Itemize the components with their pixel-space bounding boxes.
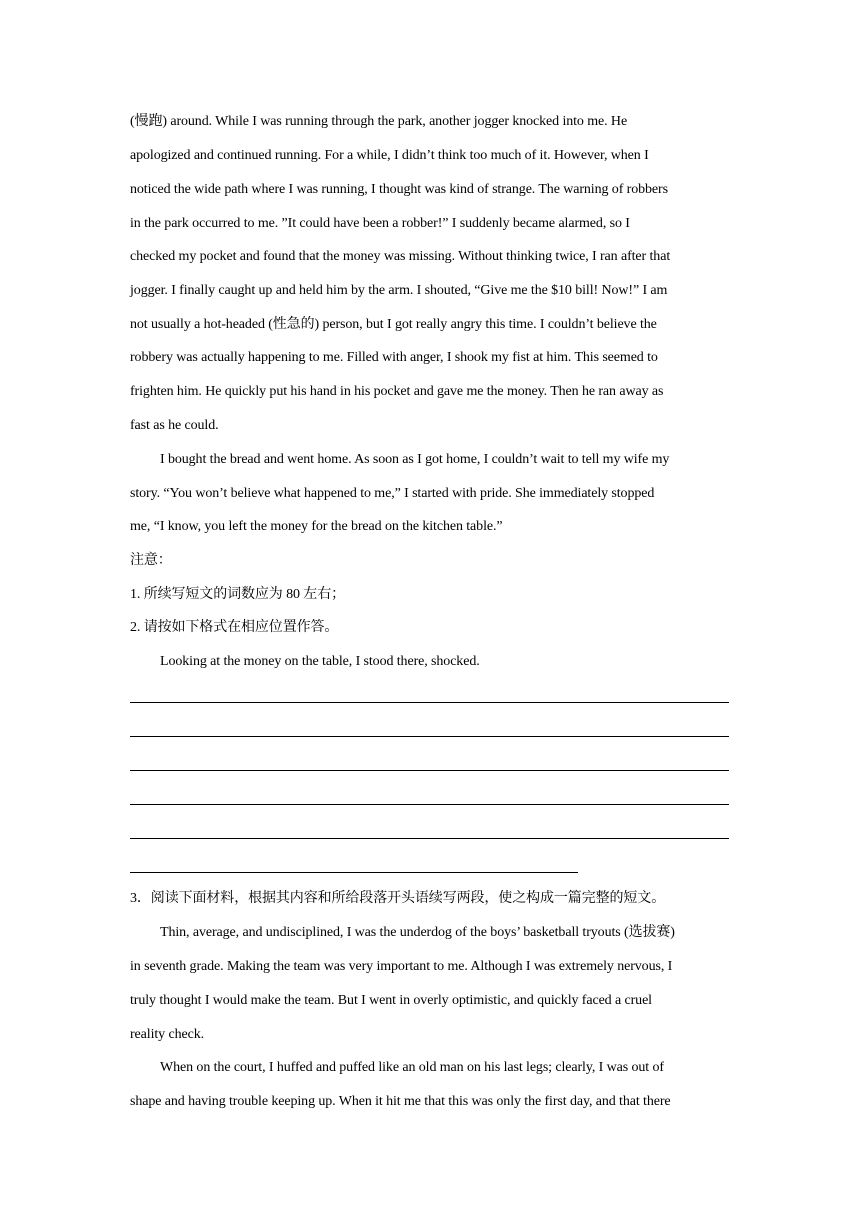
answer-line[interactable] — [130, 702, 729, 703]
story-line: noticed the wide path where I was running, I thought was kind of strange. The warning of robbers — [130, 182, 668, 197]
notes-heading: 注意： — [130, 553, 172, 568]
story-line: jogger. I finally caught up and held him by the arm. I shouted, “Give me the $10 bill! Now!” I am — [130, 283, 668, 298]
story-line: (慢跑) around. While I was running through the park, another jogger knocked into me. He — [130, 114, 628, 129]
notes-item: 1. 所续写短文的词数应为 80 左右； — [130, 587, 345, 602]
passage-line: in seventh grade. Making the team was very important to me. Although I was extremely nervous, I — [130, 959, 673, 974]
passage-line: shape and having trouble keeping up. When it hit me that this was only the first day, and that there — [130, 1094, 671, 1109]
story-line: robbery was actually happening to me. Filled with anger, I shook my fist at him. This seemed to — [130, 350, 658, 365]
story-line: frighten him. He quickly put his hand in his pocket and gave me the money. Then he ran away as — [130, 384, 664, 399]
answer-line[interactable] — [130, 804, 729, 805]
story-line: story. “You won’t believe what happened to me,” I started with pride. She immediately stopped — [130, 486, 655, 501]
story-line: I bought the bread and went home. As soon as I got home, I couldn’t wait to tell my wife my — [160, 452, 670, 467]
notes-item: 2. 请按如下格式在相应位置作答。 — [130, 620, 339, 635]
answer-line[interactable] — [130, 770, 729, 771]
story-line: not usually a hot-headed (性急的) person, but I got really angry this time. I couldn’t believe the — [130, 317, 657, 332]
story-line: me, “I know, you left the money for the bread on the kitchen table.” — [130, 519, 503, 534]
continuation-prompt: Looking at the money on the table, I stood there, shocked. — [160, 654, 480, 669]
story-line: apologized and continued running. For a while, I didn’t think too much of it. However, when I — [130, 148, 649, 163]
answer-line[interactable] — [130, 736, 729, 737]
answer-line[interactable] — [130, 872, 578, 873]
story-line: checked my pocket and found that the money was missing. Without thinking twice, I ran after that — [130, 249, 671, 264]
passage-line: reality check. — [130, 1027, 205, 1042]
question-3-instruction: 3．阅读下面材料，根据其内容和所给段落开头语续写两段，使之构成一篇完整的短文。 — [130, 891, 666, 906]
passage-line: truly thought I would make the team. But I went in overly optimistic, and quickly faced a cruel — [130, 993, 652, 1008]
story-line: fast as he could. — [130, 418, 219, 433]
passage-line: Thin, average, and undisciplined, I was the underdog of the boys’ basketball tryouts (选拔赛) — [160, 925, 675, 940]
story-line: in the park occurred to me. ”It could have been a robber!” I suddenly became alarmed, so I — [130, 216, 630, 231]
answer-line[interactable] — [130, 838, 729, 839]
passage-line: When on the court, I huffed and puffed like an old man on his last legs; clearly, I was out of — [160, 1060, 664, 1075]
